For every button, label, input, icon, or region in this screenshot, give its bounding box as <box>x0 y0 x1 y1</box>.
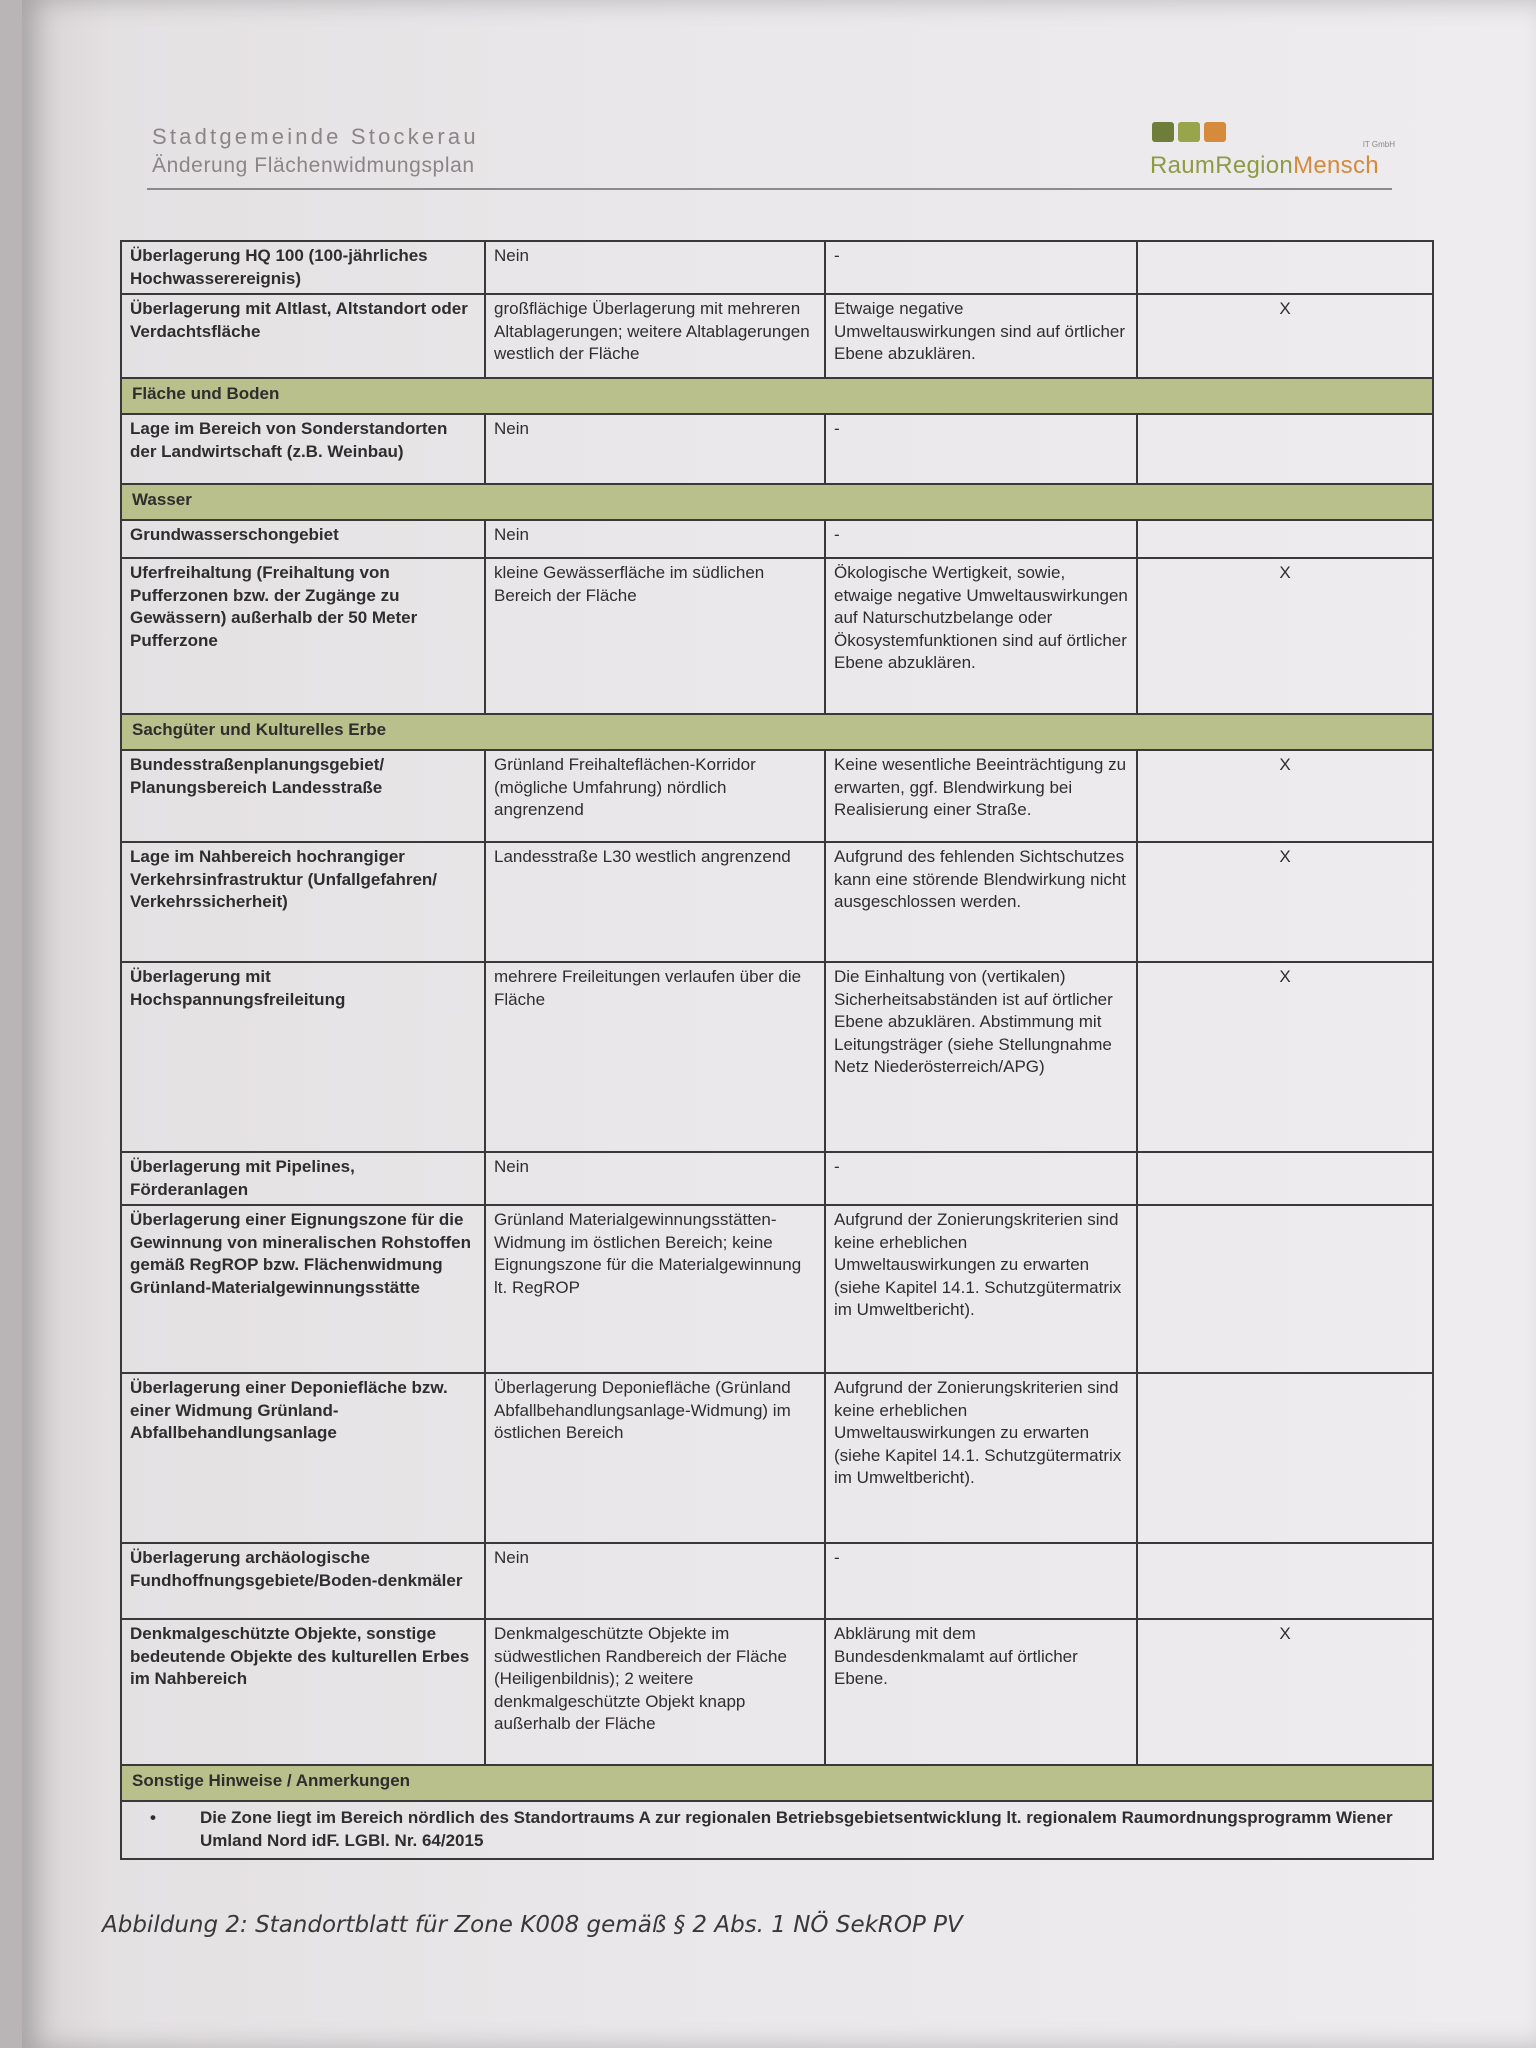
finding-cell: Nein <box>485 1152 825 1205</box>
assessment-cell: Abklärung mit dem Bundesdenkmalamt auf örtlicher Ebene. <box>825 1619 1137 1765</box>
criterion-cell: Lage im Bereich von Sonderstandorten der Landwirtschaft (z.B. Weinbau) <box>121 414 485 484</box>
list-item <box>130 1805 1424 1854</box>
mark-cell <box>1137 1543 1433 1619</box>
table-row <box>121 1543 1433 1619</box>
section-header-row <box>121 484 1433 520</box>
table-row <box>121 1205 1433 1373</box>
logo-wordmark-part2: Mensch <box>1293 152 1379 179</box>
table-row <box>121 520 1433 558</box>
assessment-cell: Die Einhaltung von (vertikalen) Sicherheitsabständen ist auf örtlicher Ebene abzuklären. Abstimmung mit Leitungsträger (siehe Stellungnahme Netz Niederösterreich/APG) <box>825 962 1137 1152</box>
section-header: Sonstige Hinweise / Anmerkungen <box>121 1765 1433 1801</box>
finding-cell: Nein <box>485 241 825 294</box>
section-header-row <box>121 378 1433 414</box>
mark-cell: X <box>1137 294 1433 378</box>
bullet-icon: • <box>150 1808 156 1827</box>
assessment-cell: Aufgrund der Zonierungskriterien sind keine erheblichen Umweltauswirkungen zu erwarten (siehe Kapitel 14.1. Schutzgütermatrix im Umweltbericht). <box>825 1373 1137 1543</box>
criterion-cell: Überlagerung einer Deponiefläche bzw. einer Widmung Grünland-Abfallbehandlungsanlage <box>121 1373 485 1543</box>
finding-cell: kleine Gewässerfläche im südlichen Bereich der Fläche <box>485 558 825 714</box>
finding-cell: Nein <box>485 414 825 484</box>
assessment-cell: - <box>825 520 1137 558</box>
note-text: Die Zone liegt im Bereich nördlich des Standortraums A zur regionalen Betriebsgebietsentwicklung lt. regionalem Raumordnungsprogramm Wiener Umland Nord idF. LGBl. Nr. 64/2015 <box>200 1808 1393 1850</box>
logo-square-orange-icon <box>1204 122 1226 142</box>
logo-wordmark <box>1150 152 1379 180</box>
criterion-cell: Grundwasserschongebiet <box>121 520 485 558</box>
mark-cell: X <box>1137 558 1433 714</box>
mark-cell <box>1137 1373 1433 1543</box>
mark-cell: X <box>1137 962 1433 1152</box>
mark-cell <box>1137 1205 1433 1373</box>
note-cell <box>121 1801 1433 1859</box>
criterion-cell: Überlagerung mit Altlast, Altstandort oder Verdachtsfläche <box>121 294 485 378</box>
finding-cell: Nein <box>485 1543 825 1619</box>
mark-cell <box>1137 241 1433 294</box>
mark-cell: X <box>1137 842 1433 962</box>
assessment-cell: Keine wesentliche Beeinträchtigung zu erwarten, ggf. Blendwirkung bei Realisierung einer Straße. <box>825 750 1137 842</box>
assessment-cell: Aufgrund des fehlenden Sichtschutzes kann eine störende Blendwirkung nicht ausgeschlossen werden. <box>825 842 1137 962</box>
finding-cell: großflächige Überlagerung mit mehreren Altablagerungen; weitere Altablagerungen westlich der Fläche <box>485 294 825 378</box>
section-header: Wasser <box>121 484 1433 520</box>
section-header: Fläche und Boden <box>121 378 1433 414</box>
assessment-cell: - <box>825 1152 1137 1205</box>
municipality-name: Stadtgemeinde Stockerau <box>152 124 479 149</box>
note-row <box>121 1801 1433 1859</box>
criterion-cell: Denkmalgeschützte Objekte, sonstige bedeutende Objekte des kulturellen Erbes im Nahbereich <box>121 1619 485 1765</box>
table-row <box>121 750 1433 842</box>
section-header-row <box>121 1765 1433 1801</box>
assessment-cell: - <box>825 414 1137 484</box>
assessment-cell: Aufgrund der Zonierungskriterien sind keine erheblichen Umweltauswirkungen zu erwarten (siehe Kapitel 14.1. Schutzgütermatrix im Umweltbericht). <box>825 1205 1137 1373</box>
logo-small-text: IT GmbH <box>1362 140 1395 149</box>
logo-square-dark-icon <box>1152 122 1174 142</box>
finding-cell: Nein <box>485 520 825 558</box>
criterion-cell: Bundesstraßenplanungsgebiet/ Planungsbereich Landesstraße <box>121 750 485 842</box>
table-row <box>121 962 1433 1152</box>
finding-cell: Überlagerung Deponiefläche (Grünland Abfallbehandlungsanlage-Widmung) im östlichen Bereich <box>485 1373 825 1543</box>
section-header: Sachgüter und Kulturelles Erbe <box>121 714 1433 750</box>
criterion-cell: Überlagerung mit Pipelines, Förderanlagen <box>121 1152 485 1205</box>
mark-cell: X <box>1137 1619 1433 1765</box>
finding-cell: mehrere Freileitungen verlaufen über die Fläche <box>485 962 825 1152</box>
criterion-cell: Überlagerung HQ 100 (100-jährliches Hochwasserereignis) <box>121 241 485 294</box>
mark-cell <box>1137 520 1433 558</box>
table-row <box>121 241 1433 294</box>
mark-cell: X <box>1137 750 1433 842</box>
table-row <box>121 558 1433 714</box>
table-row <box>121 842 1433 962</box>
document-page <box>22 0 1536 2048</box>
finding-cell: Grünland Freihalteflächen-Korridor (mögliche Umfahrung) nördlich angrenzend <box>485 750 825 842</box>
criterion-cell: Lage im Nahbereich hochrangiger Verkehrsinfrastruktur (Unfallgefahren/ Verkehrssicherheit) <box>121 842 485 962</box>
logo-wordmark-part1: RaumRegion <box>1150 152 1294 179</box>
header-divider <box>147 188 1392 190</box>
finding-cell: Grünland Materialgewinnungsstätten-Widmung im östlichen Bereich; keine Eignungszone für die Materialgewinnung lt. RegROP <box>485 1205 825 1373</box>
finding-cell: Landesstraße L30 westlich angrenzend <box>485 842 825 962</box>
document-header <box>152 124 479 178</box>
assessment-cell: Ökologische Wertigkeit, sowie, etwaige negative Umweltauswirkungen auf Naturschutzbelange oder Ökosystemfunktionen sind auf örtlicher Ebene abzuklären. <box>825 558 1137 714</box>
assessment-cell: - <box>825 1543 1137 1619</box>
logo-square-green-icon <box>1178 122 1200 142</box>
section-header-row <box>121 714 1433 750</box>
figure-caption: Abbildung 2: Standortblatt für Zone K008 gemäß § 2 Abs. 1 NÖ SekROP PV <box>102 1912 963 1938</box>
assessment-cell: Etwaige negative Umweltauswirkungen sind auf örtlicher Ebene abzuklären. <box>825 294 1137 378</box>
mark-cell <box>1137 1152 1433 1205</box>
mark-cell <box>1137 414 1433 484</box>
table-row <box>121 1152 1433 1205</box>
criterion-cell: Uferfreihaltung (Freihaltung von Pufferzonen bzw. der Zugänge zu Gewässern) außerhalb der 50 Meter Pufferzone <box>121 558 485 714</box>
criterion-cell: Überlagerung archäologische Fundhoffnungsgebiete/Boden-denkmäler <box>121 1543 485 1619</box>
assessment-cell: - <box>825 241 1137 294</box>
criterion-cell: Überlagerung einer Eignungszone für die Gewinnung von mineralischen Rohstoffen gemäß RegROP bzw. Flächenwidmung Grünland-Materialgewinnungsstätte <box>121 1205 485 1373</box>
criterion-cell: Überlagerung mit Hochspannungsfreileitung <box>121 962 485 1152</box>
site-data-table <box>120 240 1434 1860</box>
finding-cell: Denkmalgeschützte Objekte im südwestlichen Randbereich der Fläche (Heiligenbildnis); 2 weitere denkmalgeschützte Objekt knapp außerhalb der Fläche <box>485 1619 825 1765</box>
document-subtitle: Änderung Flächenwidmungsplan <box>152 154 475 177</box>
table-body <box>121 241 1433 1859</box>
table-row <box>121 414 1433 484</box>
table-row <box>121 294 1433 378</box>
table-row <box>121 1619 1433 1765</box>
table-row <box>121 1373 1433 1543</box>
